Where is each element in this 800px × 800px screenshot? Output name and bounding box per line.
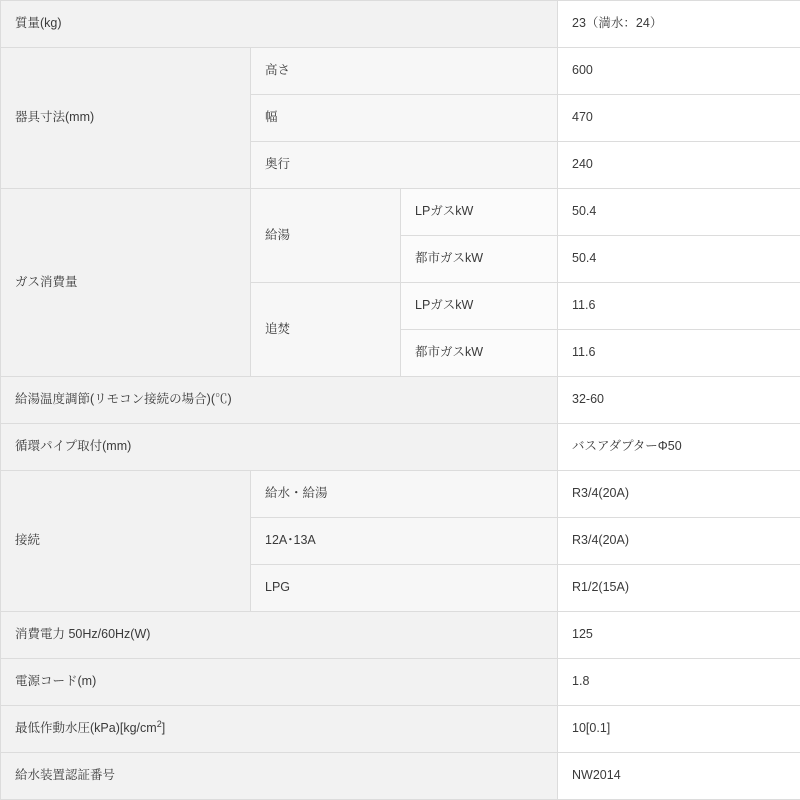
row-label-gas-hotwater-lp: LPガスkW — [401, 189, 558, 236]
row-label-gas-reheat: 追焚 — [251, 283, 401, 377]
table-row — [1, 377, 800, 424]
row-value-gas-reheat-city: 11.6 — [558, 330, 800, 377]
table-row — [1, 706, 800, 753]
row-value-gas-reheat-lp: 11.6 — [558, 283, 800, 330]
row-label-connection-water: 給水・給湯 — [251, 471, 558, 518]
row-label-connection: 接続 — [1, 471, 251, 612]
row-value-dimensions-width: 470 — [558, 95, 800, 142]
min-water-pressure-text: 最低作動水圧$(kPa)[kg/cm^2]$ — [15, 719, 166, 736]
row-label-gas-hotwater: 給湯 — [251, 189, 401, 283]
row-label-gas-consumption: ガス消費量 — [1, 189, 251, 377]
row-label-connection-12a13a: 12A･13A — [251, 518, 558, 565]
row-label-circulation-pipe: 循環パイプ取付(mm) — [1, 424, 558, 471]
row-value-dimensions-depth: 240 — [558, 142, 800, 189]
row-value-power-cord: 1.8 — [558, 659, 800, 706]
row-value-connection-water: R3/4(20A) — [558, 471, 800, 518]
table-row — [1, 471, 800, 518]
table-row — [1, 1, 800, 48]
table-row — [1, 659, 800, 706]
row-label-gas-hotwater-city: 都市ガスkW — [401, 236, 558, 283]
row-label-power-consumption: 消費電力 50Hz/60Hz(W) — [1, 612, 558, 659]
row-value-mass: 23（満水：24） — [558, 1, 800, 48]
table-row — [1, 612, 800, 659]
table-row — [1, 48, 800, 95]
row-value-connection-lpg: R1/2(15A) — [558, 565, 800, 612]
row-label-gas-reheat-lp: LPガスkW — [401, 283, 558, 330]
row-label-mass: 質量(kg) — [1, 1, 558, 48]
row-label-gas-reheat-city: 都市ガスkW — [401, 330, 558, 377]
row-value-temperature-control: 32-60 — [558, 377, 800, 424]
row-value-power-consumption: 125 — [558, 612, 800, 659]
row-label-certification-number: 給水装置認証番号 — [1, 753, 558, 800]
row-value-circulation-pipe: バスアダプターΦ50 — [558, 424, 800, 471]
table-row — [1, 424, 800, 471]
row-value-gas-hotwater-city: 50.4 — [558, 236, 800, 283]
row-value-connection-12a13a: R3/4(20A) — [558, 518, 800, 565]
table-row — [1, 189, 800, 236]
row-label-temperature-control: 給湯温度調節(リモコン接続の場合)(℃) — [1, 377, 558, 424]
table-row — [1, 753, 800, 800]
row-label-dimensions: 器具寸法(mm) — [1, 48, 251, 189]
row-label-power-cord: 電源コード(m) — [1, 659, 558, 706]
row-label-dimensions-depth: 奥行 — [251, 142, 558, 189]
row-value-dimensions-height: 600 — [558, 48, 800, 95]
row-label-dimensions-height: 高さ — [251, 48, 558, 95]
row-label-dimensions-width: 幅 — [251, 95, 558, 142]
row-value-gas-hotwater-lp: 50.4 — [558, 189, 800, 236]
row-value-min-water-pressure: 10[0.1] — [558, 706, 800, 753]
row-value-certification-number: NW2014 — [558, 753, 800, 800]
row-label-connection-lpg: LPG — [251, 565, 558, 612]
row-label-min-water-pressure — [1, 706, 558, 753]
